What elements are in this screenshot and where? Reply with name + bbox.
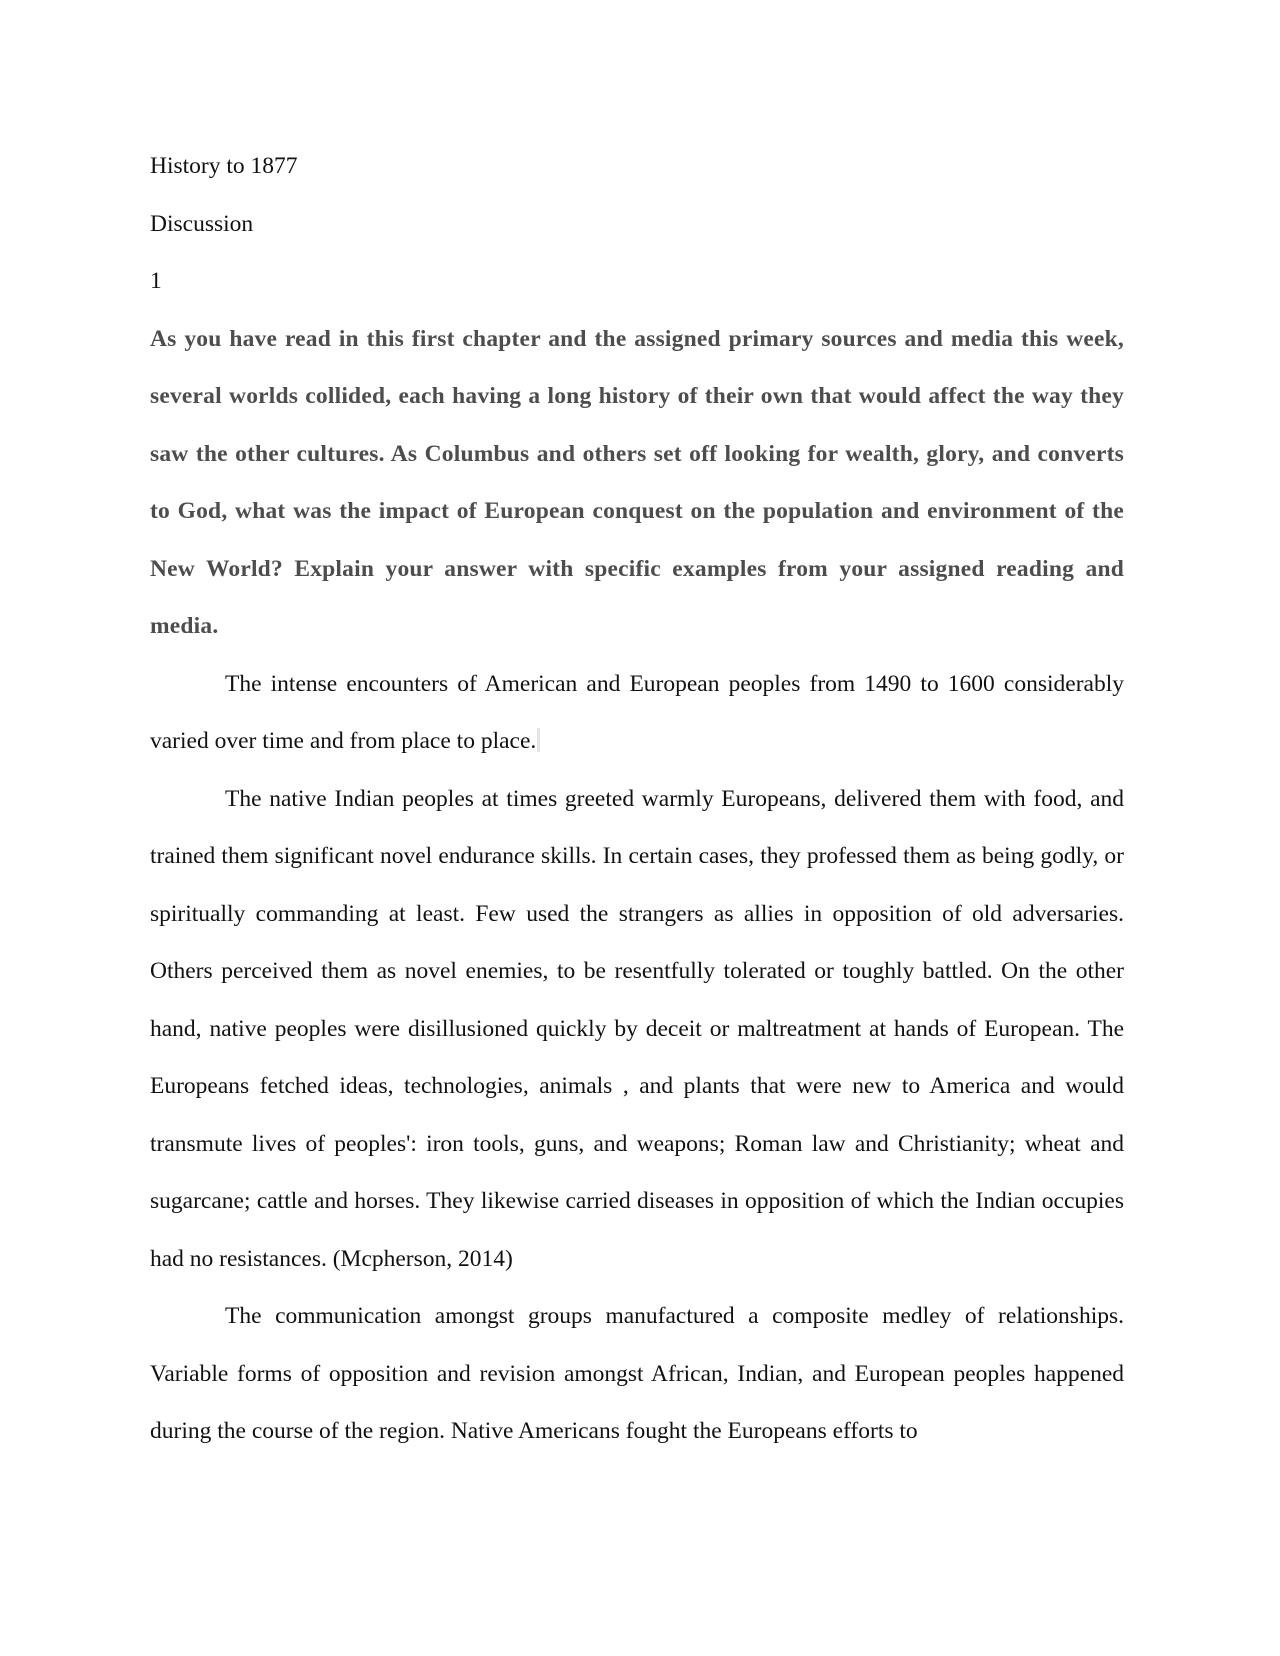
paragraph-1-text: The intense encounters of American and European peoples from 1490 to 1600 considerably varied over time and from place to place. [150, 670, 1124, 754]
document-body [150, 138, 1124, 1461]
paragraph-2: The native Indian peoples at times greeted warmly Europeans, delivered them with food, and trained them significant novel endurance skills. In certain cases, they professed them as being godly, or spiritually commanding at least. Few used the strangers as allies in opposition of old adversaries. Others perceived them as novel enemies, to be resentfully tolerated or toughly battled. On the other hand, native peoples were disillusioned quickly by deceit or maltreatment at hands of European. The Europeans fetched ideas, technologies, animals , and plants that were new to America and would transmute lives of peoples': iron tools, guns, and weapons; Roman law and Christianity; wheat and sugarcane; cattle and horses. They likewise carried diseases in opposition of which the Indian occupies had no resistances. (Mcpherson, 2014) [150, 785, 1124, 1272]
discussion-prompt: As you have read in this first chapter and the assigned primary sources and media this week, several worlds collided, each having a long history of their own that would affect the way they saw the other cultures. As Columbus and others set off looking for wealth, glory, and converts to God, what was the impact of European conquest on the population and environment of the New World? Explain your answer with specific examples from your assigned reading and media. [150, 325, 1124, 639]
paragraph-1 [150, 656, 1124, 771]
paragraph-3: The communication amongst groups manufactured a composite medley of relationships. Variable forms of opposition and revision amongst African, Indian, and European peoples happened during the course of the region. Native Americans fought the Europeans efforts to [150, 1303, 1124, 1444]
discussion-number: 1 [150, 268, 162, 294]
text-cursor-marker [537, 728, 540, 752]
assignment-label: Discussion [150, 210, 254, 237]
course-title: History to 1877 [150, 153, 298, 179]
